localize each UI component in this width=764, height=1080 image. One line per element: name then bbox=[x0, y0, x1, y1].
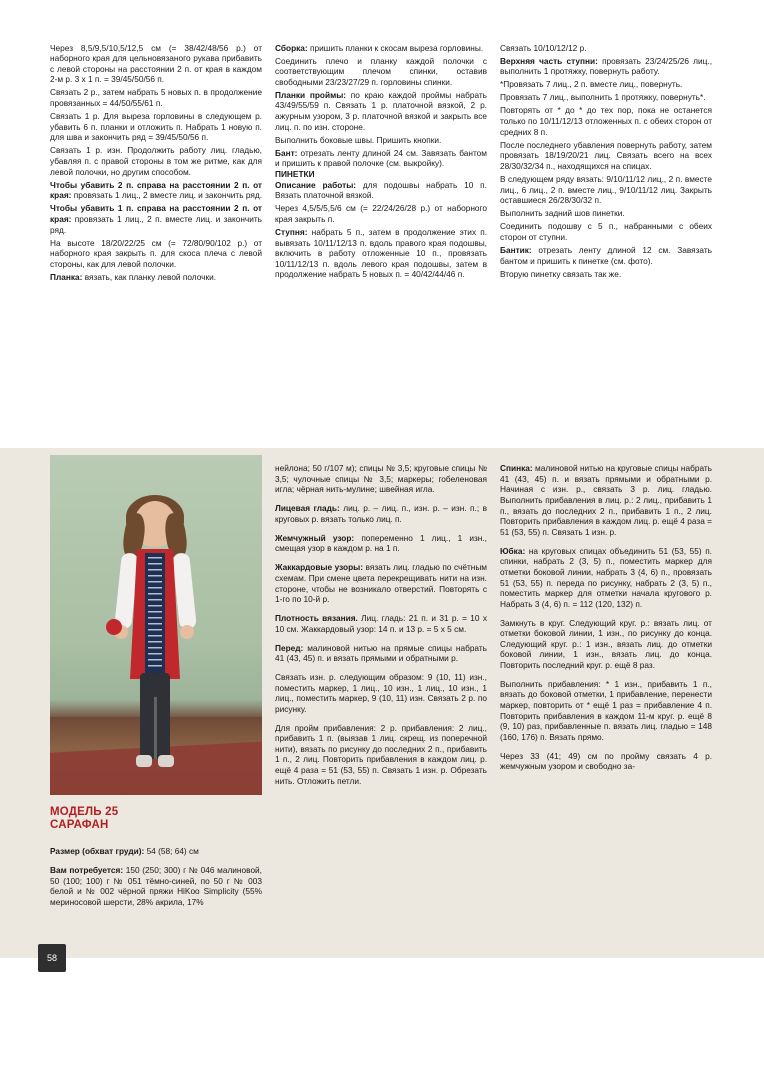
column-lower-left bbox=[50, 838, 262, 916]
paragraph-text: малиновой нитью на круговые спицы набрать 41 (43, 45) п. и вязать прямыми и обратными р. Начиная с изн. р., связать 3 р. лиц. гладью. Выполнить прибавления в лиц. р.: 2 лиц., прибавить 1 п., вязать до последних 2 п., прибавить 1 п., 2 лиц. Повторить прибавления в каждом лиц. р. ещё 4 раза = 51 (53, 55) п. Связать 1 изн. р. bbox=[500, 463, 712, 537]
paragraph bbox=[500, 463, 712, 537]
paragraph-lead: Жемчужный узор: bbox=[275, 532, 355, 543]
paragraph-lead: Плотность вязания. bbox=[275, 613, 358, 624]
paragraph bbox=[275, 503, 487, 524]
paragraph-lead: Лицевая гладь: bbox=[275, 503, 340, 514]
model-photo bbox=[50, 455, 262, 795]
paragraph-text: 54 (58; 64) см bbox=[146, 846, 199, 857]
paragraph-lead: Чтобы убавить 1 п. справа на расстоянии 2 п. от края: bbox=[50, 203, 262, 224]
paragraph-text: В следующем ряду вязать: 9/10/11/12 лиц., 2 п. вместе лиц., 6 лиц., 2 п. вместе лиц., 9/10/11/12 лиц. Закрыть оставшиеся 26/28/30/32 п. bbox=[500, 174, 712, 206]
paragraph-lead: Бант: bbox=[275, 147, 298, 158]
paragraph bbox=[275, 203, 487, 224]
paragraph bbox=[50, 846, 262, 857]
paragraph bbox=[275, 643, 487, 664]
paragraph bbox=[500, 174, 712, 206]
paragraph-text: Повторять от * до * до тех пор, пока не останется только по 10/11/12/13 отложенных п. с обеих сторон от средних 8 п. bbox=[500, 105, 712, 137]
paragraph bbox=[275, 227, 487, 280]
paragraph-text: на круговых спицах объединить 51 (53, 55) п. спинки, набрать 2 (3, 5) п., поместить маркер для отметки боковой линии, набрать 3 (4, 6) п., провязать 51 (53, 55) п. переда по рисунку, набрать 2 (3, 5) п., поместить маркер для отметки начала кругового р. Набрать 3 (4, 6) п. = 112 (120, 132) п. bbox=[500, 545, 712, 609]
paragraph-text: Через 33 (41; 49) см по пройму связать 4 р. жемчужным узором и свободно за- bbox=[500, 750, 712, 772]
paragraph bbox=[500, 269, 712, 280]
paragraph-lead: Верхняя часть ступни: bbox=[500, 55, 598, 66]
paragraph bbox=[275, 562, 487, 604]
paragraph-text: нейлона; 50 г/107 м); спицы № 3,5; круговые спицы № 3,5; чулочные спицы № 3,5; маркеры; гобеленовая игла; чёрная нить-мулине; швейная игла. bbox=[275, 463, 487, 495]
paragraph bbox=[275, 723, 487, 787]
paragraph-text: Связать изн. р. следующим образом: 9 (10, 11) изн., поместить маркер, 1 лиц., 10 изн., 1 лиц., 10 изн., 1 лиц., поместить маркер, 9 (10, 11) изн. Связать 2 р. по рисунку. bbox=[275, 671, 487, 714]
page-number: 58 bbox=[38, 944, 66, 972]
paragraph-text: Соединить подошву с 5 п., набранными с обеих сторон от ступни. bbox=[500, 221, 712, 242]
paragraph-text: После последнего убавления повернуть работу, затем провязать 18/19/20/21 лиц. Связать всего на всех 28/30/32/34 п., находящихся на спицах. bbox=[500, 139, 712, 171]
paragraph bbox=[275, 613, 487, 634]
paragraph-text: провязать 1 лиц., 2 вместе лиц. и закончить ряд. bbox=[73, 190, 263, 201]
paragraph-text: На высоте 18/20/22/25 см (= 72/80/90/102 р.) от наборного края закрыть п. для скоса плеча с левой стороны, как для левой полочки. bbox=[50, 237, 262, 269]
paragraph bbox=[50, 111, 262, 143]
paragraph bbox=[500, 208, 712, 219]
paragraph-text: вязать лиц. гладью по счётным схемам. При смене цвета перекрещивать нити на изн. стороне, чтобы не возникало отверстий. Повторять с 1-го по 10-й р. bbox=[275, 562, 488, 605]
paragraph bbox=[275, 56, 487, 88]
paragraph bbox=[500, 56, 712, 77]
paragraph-text: отрезать ленту длиной 12 см. Завязать бантом и пришить к пинетке (см. фото). bbox=[500, 245, 712, 266]
paragraph bbox=[50, 203, 262, 235]
paragraph-text: Вторую пинетку связать так же. bbox=[500, 268, 622, 279]
column-lower-middle bbox=[275, 455, 487, 795]
paragraph bbox=[500, 105, 712, 137]
paragraph-lead: Спинка: bbox=[500, 463, 533, 474]
paragraph bbox=[500, 245, 712, 266]
paragraph-lead: Вам потребуется: bbox=[50, 865, 124, 876]
paragraph-text: лиц. р. – лиц. п., изн. р. – изн. п.; в круговых р. вязать только лиц. п. bbox=[275, 503, 487, 524]
paragraph bbox=[500, 221, 712, 242]
paragraph bbox=[50, 87, 262, 108]
paragraph bbox=[500, 546, 712, 610]
shoe-right bbox=[158, 755, 174, 767]
section-heading: ПИНЕТКИ bbox=[275, 169, 315, 180]
paragraph-text: Лиц. гладь: 21 п. и 31 р. = 10 х 10 см. Жаккардовый узор: 14 п. и 13 р. = 5 х 5 см. bbox=[275, 613, 487, 634]
paragraph bbox=[500, 92, 712, 103]
paragraph bbox=[50, 145, 262, 177]
paragraph-text: Выполнить задний шов пинетки. bbox=[500, 208, 625, 219]
paragraph-lead: Бантик: bbox=[500, 245, 532, 256]
paragraph-text: вязать, как планку левой полочки. bbox=[84, 271, 217, 282]
paragraph bbox=[500, 618, 712, 671]
paragraph bbox=[500, 43, 712, 54]
paragraph-text: Замкнуть в круг. Следующий круг. р.: вязать лиц. от отметки боковой линии, 1 изн., по рисунку до конца. Следующий круг. р.: 1 изн., вязать лиц. до отметки боковой линии, 1 изн., вязать лиц. до конца. Повторить последний круг. р. ещё 8 раз. bbox=[500, 617, 712, 670]
paragraph-lead: Сборка: bbox=[275, 42, 308, 53]
paragraph-text: малиновой нитью на прямые спицы набрать 41 (43, 45) п. и вязать прямыми и обратными р. bbox=[275, 642, 487, 664]
paragraph-text: для подошвы набрать 10 п. Вязать платочной вязкой. bbox=[275, 179, 487, 201]
model-name: САРАФАН bbox=[50, 819, 109, 831]
paragraph bbox=[275, 463, 487, 495]
paragraph-text: Выполнить боковые швы. Пришить кнопки. bbox=[275, 134, 442, 145]
model-title bbox=[50, 806, 262, 832]
column-lower-right bbox=[500, 455, 712, 780]
paragraph-text: по краю каждой проймы набрать 43/49/55/59 п. Связать 1 р. платочной вязкой, 2 р. ажурным узором, 3 р. платочной вязкой и закрыть все лиц. п. по изн. стороне. bbox=[275, 89, 488, 132]
paragraph bbox=[275, 533, 487, 554]
leg-gap bbox=[154, 697, 157, 759]
paragraph-lead: Ступня: bbox=[275, 227, 308, 237]
paragraph bbox=[275, 135, 487, 146]
paragraph bbox=[275, 43, 487, 54]
paragraph-text: *Провязать 7 лиц., 2 п. вместе лиц., повернуть. bbox=[500, 79, 683, 90]
paragraph-lead: Планки проймы: bbox=[275, 89, 347, 100]
paragraph bbox=[500, 679, 712, 743]
paragraph-text: Связать 2 р., затем набрать 5 новых п. в продолжение провязанных = 44/50/55/61 п. bbox=[50, 87, 262, 108]
paragraph-text: 150 (250; 300) г № 046 малиновой, 50 (100; 100) г № 051 тёмно-синей, по 50 г № 003 белой и № 002 чёрной пряжи HiKoo Simplicity (55% мериносовой шерсти, 28% акрила, 17% bbox=[50, 865, 262, 907]
paragraph-text: пришить планки к скосам выреза горловины. bbox=[310, 42, 484, 53]
hand-right bbox=[180, 625, 194, 639]
paragraph-text: Провязать 7 лиц., выполнить 1 протяжку, повернуть*. bbox=[500, 92, 706, 103]
photo-child-figure bbox=[112, 501, 198, 791]
column-top-middle bbox=[275, 40, 487, 280]
paragraph-text: Связать 1 р. Для выреза горловины в следующем р. убавить 6 п. планки и отложить п. Набрать 1 новую п. для шва и закончить ряд = 39/45/50/56 п. bbox=[50, 111, 262, 143]
paragraph-text: Через 4,5/5/5,5/6 см (= 22/24/26/28 р.) от наборного края закрыть п. bbox=[275, 203, 487, 224]
paragraph bbox=[275, 672, 487, 714]
paragraph-lead: Размер (обхват груди): bbox=[50, 846, 145, 857]
paragraph-text: Связать 10/10/12/12 р. bbox=[500, 42, 587, 53]
paragraph bbox=[275, 148, 487, 169]
paragraph bbox=[50, 865, 262, 907]
paragraph-text: Для пройм прибавления: 2 р. прибавления: 2 лиц., прибавить 1 п. (выязав 1 лиц. скрещ. из поперечной нити), вязать по рисунку до последних 2 п., прибавить 1 п., 2 лиц. Повторить прибавления в каждом лиц. р. ещё 4 раза = 51 (53, 55) п. Связать 1 изн. р. Обрезать нить. Отложить петли. bbox=[275, 722, 487, 786]
paragraph-lead: Жаккардовые узоры: bbox=[275, 562, 364, 573]
paragraph bbox=[500, 140, 712, 172]
paragraph-lead: Планка: bbox=[50, 271, 83, 282]
column-top-right bbox=[500, 40, 712, 279]
paragraph bbox=[50, 180, 262, 201]
paragraph bbox=[275, 90, 487, 132]
paragraph-text: провязать 23/24/25/26 лиц., выполнить 1 протяжку, повернуть работу. bbox=[500, 55, 713, 77]
paragraph-lead: Описание работы: bbox=[275, 179, 357, 190]
paragraph-text: провязать 1 лиц., 2 п. вместе лиц. и закончить ряд. bbox=[50, 213, 262, 235]
paragraph bbox=[50, 238, 262, 270]
paragraph-text: отрезать ленту длиной 24 см. Завязать бантом и пришить к правой полочке (см. выкройку). bbox=[275, 147, 487, 169]
paragraph-text: Выполнить прибавления: * 1 изн., прибавить 1 п., вязать до боковой отметки, 1 прибавление, перенести маркер, повторить от * ещё 1 раз = прибавление 4 п. Повторить прибавления в каждом 11-м круг. р. ещё 8 (9, 10) раз, прибавленные п. вязать лиц. гладью = 148 (160, 176) п. Вязать прямо. bbox=[500, 678, 712, 742]
shoe-left bbox=[136, 755, 152, 767]
paragraph-lead: Чтобы убавить 2 п. справа на расстоянии 2 п. от края: bbox=[50, 179, 262, 201]
paragraph bbox=[275, 180, 487, 201]
toy-ball bbox=[106, 619, 122, 635]
paragraph-text: попеременно 1 лиц., 1 изн., смещая узор в каждом р. на 1 п. bbox=[275, 532, 487, 554]
jacquard-panel bbox=[145, 553, 165, 675]
paragraph bbox=[500, 79, 712, 90]
paragraph-text: Через 8,5/9,5/10,5/12,5 см (= 38/42/48/56 р.) от наборного края для цельновязаного рукава прибавить с левой стороны на расстоянии 2 п. от края в каждом 2-м р. 3 х 1 п. = 39/45/50/56 п. bbox=[50, 42, 262, 85]
column-top-left bbox=[50, 40, 262, 282]
model-number: МОДЕЛЬ 25 bbox=[50, 806, 119, 818]
paragraph bbox=[50, 43, 262, 85]
paragraph-lead: Юбка: bbox=[500, 545, 526, 556]
paragraph bbox=[50, 272, 262, 283]
paragraph-text: Связать 1 р. изн. Продолжить работу лиц. гладью, убавляя п. с правой стороны в том же ритме, как для левой полочки, но другим способом. bbox=[50, 145, 262, 177]
paragraph bbox=[500, 751, 712, 772]
paragraph-text: Соединить плечо и планку каждой полочки с соответствующим плечом спинки, оставив свободными 23/23/27/29 п. горловины спинки. bbox=[275, 55, 487, 87]
paragraph-lead: Перед: bbox=[275, 642, 304, 653]
paragraph-text: набрать 5 п., затем в продолжение этих п. вывязать 10/11/12/13 п. вдоль правого края подошвы, включить в работу отложенные 10 п., провязать 10/11/12/13 п. вдоль левого края подошвы, затем в продолжение набрать 5 новых п. = 40/42/44/46 п. bbox=[275, 227, 487, 280]
